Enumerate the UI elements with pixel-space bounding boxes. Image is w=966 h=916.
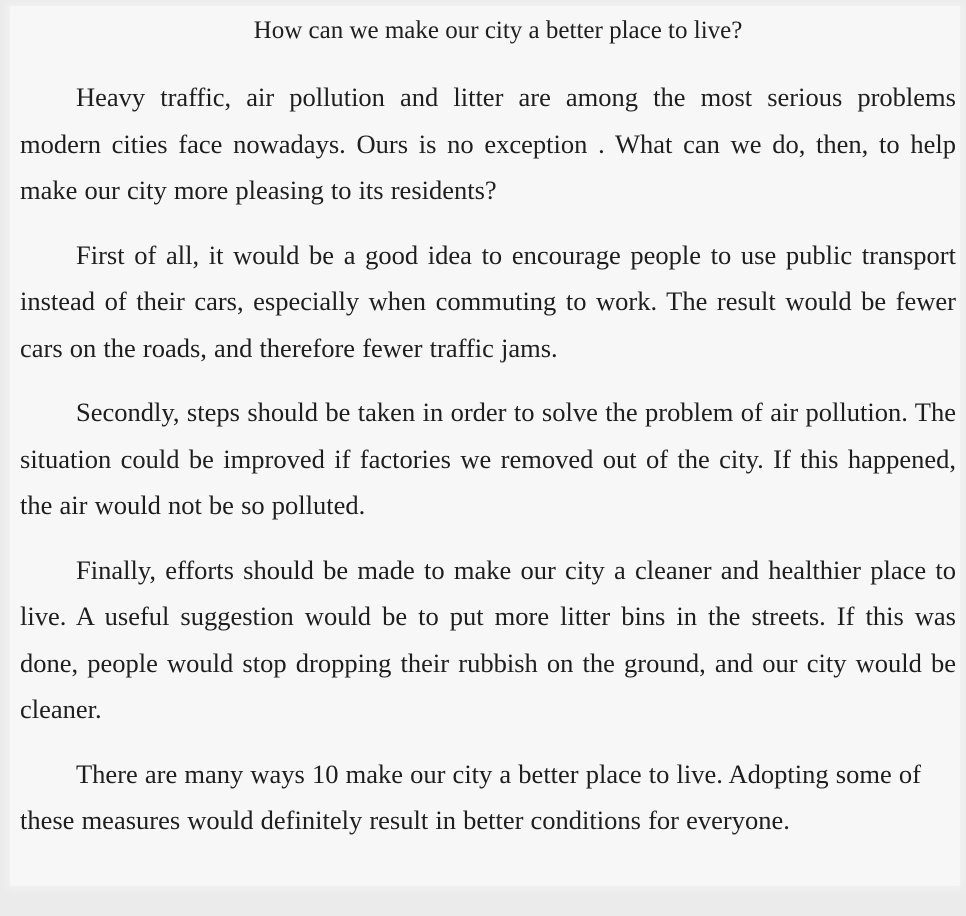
paragraph-public-transport: First of all, it would be a good idea to encourage people to use public transport instead of their cars, especially when commuting to work. The result would be fewer cars on the roads, and therefore fewer traffic jams. [20, 239, 956, 363]
document-page [10, 6, 960, 886]
paragraph-introduction: Heavy traffic, air pollution and litter are among the most serious problems modern cities face nowadays. Ours is no exception . What can we do, then, to help make our city more pleasing to its residents? [20, 82, 956, 205]
paragraph-air-pollution: Secondly, steps should be taken in order to solve the problem of air pollution. The situation could be improved if factories we removed out of the city. If this happened, the air would not be so polluted. [20, 397, 956, 520]
essay-title: How can we make our city a better place to live? [253, 17, 743, 44]
paragraph-conclusion: There are many ways 10 make our city a better place to live. Adopting some of these measures would definitely result in better conditions for everyone. [20, 758, 921, 835]
paragraph-litter: Finally, efforts should be made to make our city a cleaner and healthier place to live. A useful suggestion would be to put more litter bins in the streets. If this was done, people would stop dropping their rubbish on the ground, and our city would be cleaner. [20, 554, 956, 724]
essay-body [20, 6, 956, 844]
